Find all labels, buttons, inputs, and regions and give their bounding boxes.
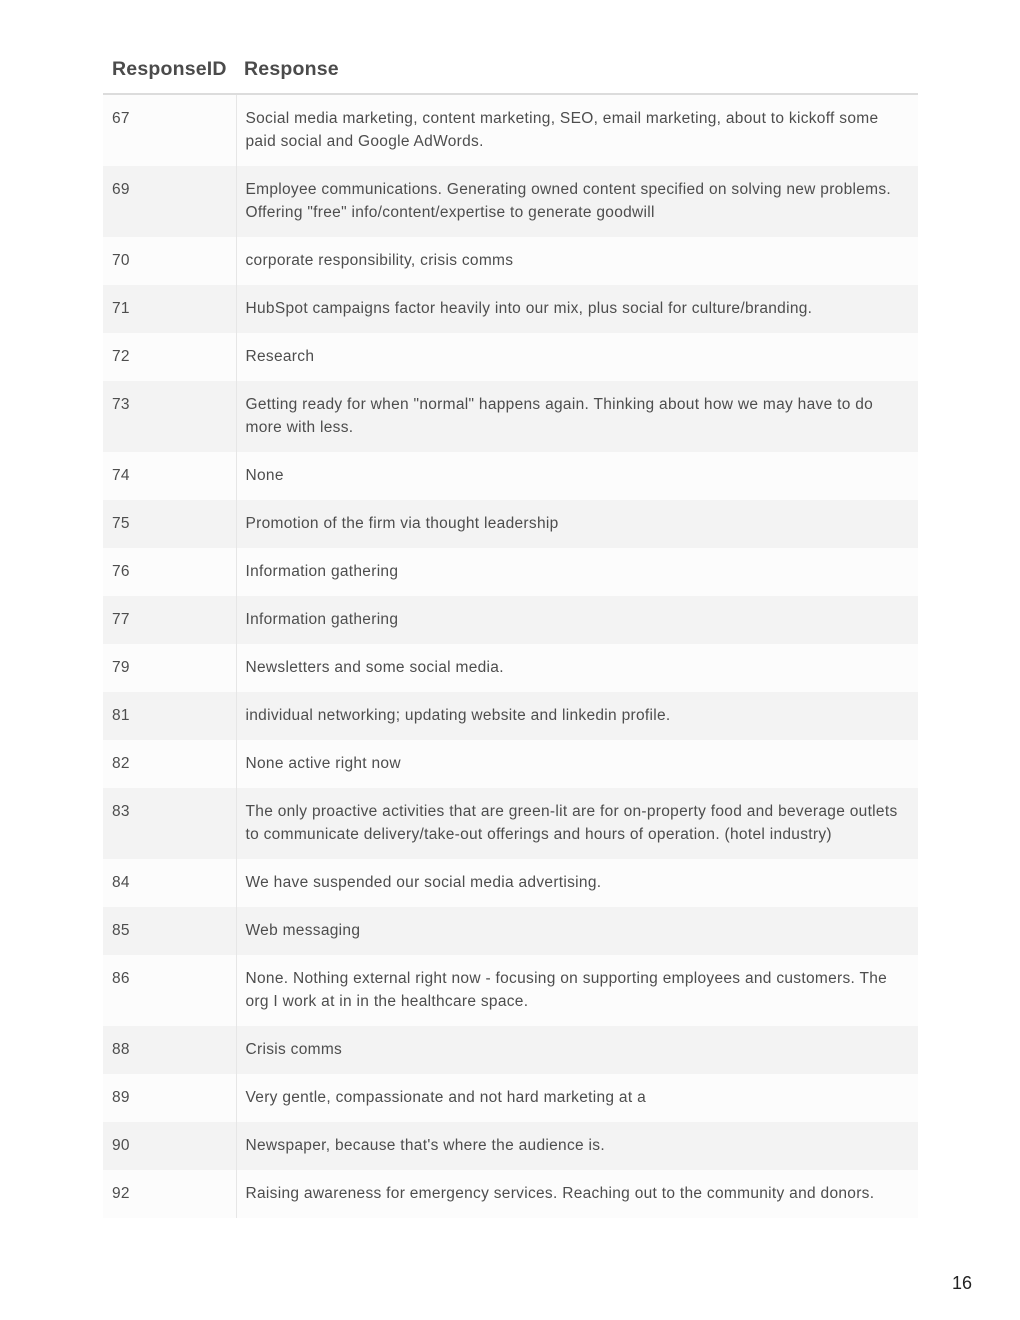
response-id-cell: 74 (103, 452, 236, 500)
table-row (103, 859, 918, 907)
table-row (103, 333, 918, 381)
response-id-cell: 69 (103, 166, 236, 237)
response-text-cell: individual networking; updating website and linkedin profile. (236, 692, 918, 740)
response-id-cell: 84 (103, 859, 236, 907)
response-id-cell: 81 (103, 692, 236, 740)
response-text-cell: None active right now (236, 740, 918, 788)
response-text-cell: Getting ready for when "normal" happens again. Thinking about how we may have to do more with less. (236, 381, 918, 452)
response-text-cell: Newspaper, because that's where the audience is. (236, 1122, 918, 1170)
table-row (103, 166, 918, 237)
table-row (103, 788, 918, 859)
response-text-cell: Promotion of the firm via thought leadership (236, 500, 918, 548)
response-text-cell: We have suspended our social media advertising. (236, 859, 918, 907)
response-table (103, 50, 918, 1218)
response-text-cell: corporate responsibility, crisis comms (236, 237, 918, 285)
response-id-cell: 89 (103, 1074, 236, 1122)
response-id-cell: 71 (103, 285, 236, 333)
response-id-cell: 76 (103, 548, 236, 596)
table-row (103, 907, 918, 955)
table-row (103, 644, 918, 692)
response-text-cell: Very gentle, compassionate and not hard marketing at a (236, 1074, 918, 1122)
table-row (103, 596, 918, 644)
table-row (103, 285, 918, 333)
response-id-cell: 85 (103, 907, 236, 955)
response-id-cell: 82 (103, 740, 236, 788)
response-id-cell: 67 (103, 94, 236, 166)
response-id-cell: 92 (103, 1170, 236, 1218)
response-id-cell: 86 (103, 955, 236, 1026)
table-body (103, 94, 918, 1218)
header-response: Response (236, 50, 918, 94)
response-id-cell: 77 (103, 596, 236, 644)
table-row (103, 1074, 918, 1122)
response-text-cell: None. Nothing external right now - focusing on supporting employees and customers. The org I work at in in the healthcare space. (236, 955, 918, 1026)
response-id-cell: 88 (103, 1026, 236, 1074)
response-id-cell: 75 (103, 500, 236, 548)
response-text-cell: None (236, 452, 918, 500)
response-text-cell: Research (236, 333, 918, 381)
table-row (103, 1026, 918, 1074)
response-text-cell: Raising awareness for emergency services. Reaching out to the community and donors. (236, 1170, 918, 1218)
header-response-id: ResponseID (103, 50, 236, 94)
table-row (103, 500, 918, 548)
response-text-cell: Information gathering (236, 548, 918, 596)
table-row (103, 692, 918, 740)
response-text-cell: Employee communications. Generating owned content specified on solving new problems. Offering "free" info/content/expertise to generate goodwill (236, 166, 918, 237)
response-text-cell: Newsletters and some social media. (236, 644, 918, 692)
response-id-cell: 72 (103, 333, 236, 381)
response-id-cell: 73 (103, 381, 236, 452)
table-row (103, 1170, 918, 1218)
table-header-row (103, 50, 918, 94)
response-id-cell: 90 (103, 1122, 236, 1170)
table-row (103, 94, 918, 166)
table-row (103, 237, 918, 285)
page-number: 16 (951, 1273, 972, 1293)
table-row (103, 452, 918, 500)
response-text-cell: Social media marketing, content marketing, SEO, email marketing, about to kickoff some paid social and Google AdWords. (236, 94, 918, 166)
response-text-cell: Web messaging (236, 907, 918, 955)
table-row (103, 1122, 918, 1170)
table-row (103, 740, 918, 788)
response-text-cell: The only proactive activities that are green-lit are for on-property food and beverage outlets to communicate delivery/take-out offerings and hours of operation. (hotel industry) (236, 788, 918, 859)
response-text-cell: Information gathering (236, 596, 918, 644)
table-row (103, 955, 918, 1026)
response-text-cell: Crisis comms (236, 1026, 918, 1074)
response-id-cell: 70 (103, 237, 236, 285)
response-table-container (103, 50, 918, 1218)
table-row (103, 548, 918, 596)
table-row (103, 381, 918, 452)
response-id-cell: 83 (103, 788, 236, 859)
response-text-cell: HubSpot campaigns factor heavily into our mix, plus social for culture/branding. (236, 285, 918, 333)
response-id-cell: 79 (103, 644, 236, 692)
